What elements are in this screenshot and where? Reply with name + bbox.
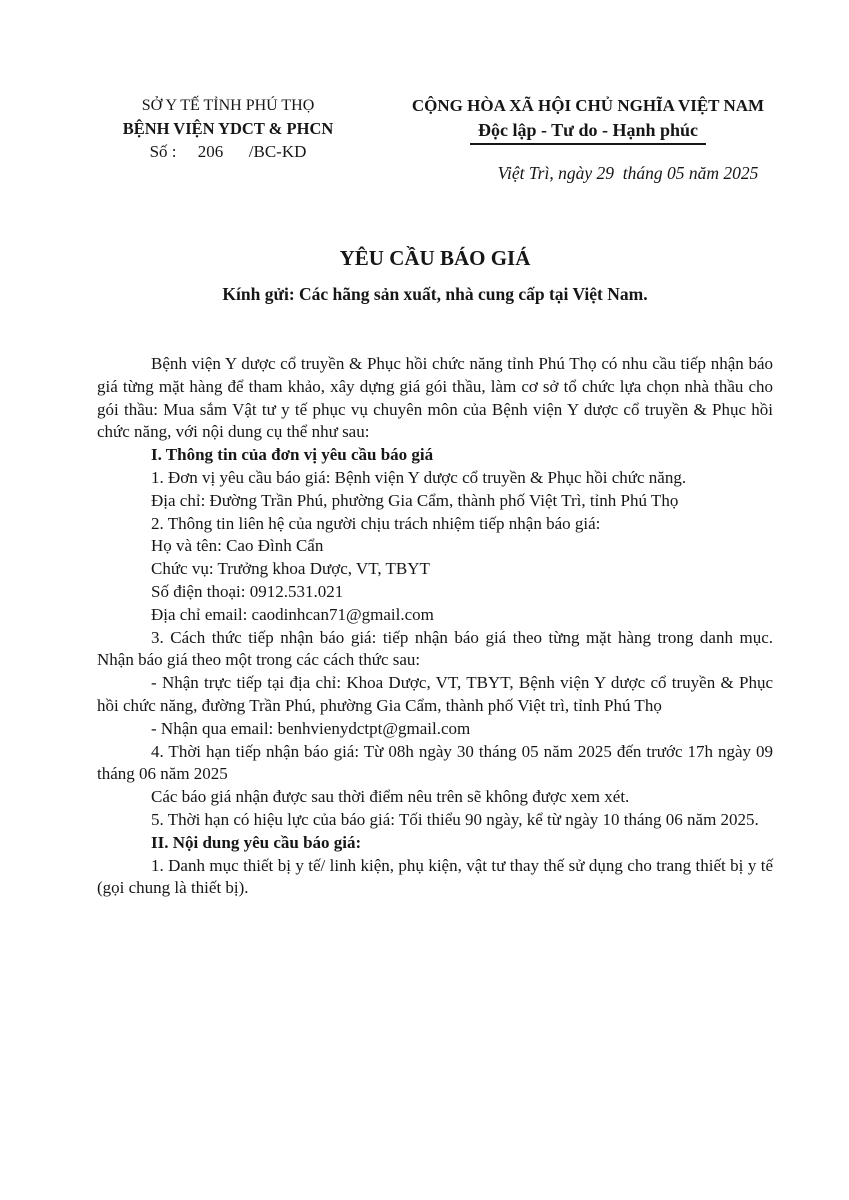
- item-danh-muc-thiet-bi: 1. Danh mục thiết bị y tế/ linh kiện, phụ kiện, vật tư thay thế sử dụng cho trang thiết bị y tế (gọi chung là thiết bị).: [97, 855, 773, 898]
- section-heading-2: II. Nội dung yêu cầu báo giá:: [151, 832, 362, 852]
- place-and-date: Việt Trì, ngày 29 tháng 05 năm 2025: [497, 163, 759, 183]
- line-email: Địa chỉ email: caodinhcan71@gmail.com: [151, 604, 434, 624]
- issuing-org-block: [78, 94, 378, 185]
- item-lien-he: 2. Thông tin liên hệ của người chịu trách nhiệm tiếp nhận báo giá:: [151, 513, 601, 533]
- section-heading-1: I. Thông tin của đơn vị yêu cầu báo giá: [151, 445, 434, 465]
- national-title: CỘNG HÒA XÃ HỘI CHỦ NGHĨA VIỆT NAM: [411, 96, 765, 115]
- line-luu-y-xem-xet: Các báo giá nhận được sau thời điểm nêu trên sẽ không được xem xét.: [151, 787, 630, 807]
- document-header: [0, 0, 849, 185]
- paragraph-intro: Bệnh viện Y dược cổ truyền & Phục hồi chức năng tỉnh Phú Thọ có nhu cầu tiếp nhận báo giá từng mặt hàng để tham khảo, xây dựng giá gói thầu, làm cơ sở tổ chức lựa chọn nhà thầu cho gói thầu: Mua sắm Vật tư y tế phục vụ chuyên môn của Bệnh viện Y dược cổ truyền & Phục hồi chức năng, với nội dung cụ thể như sau:: [97, 354, 773, 442]
- item-hieu-luc-bao-gia: 5. Thời hạn có hiệu lực của báo giá: Tối thiểu 90 ngày, kể từ ngày 10 tháng 06 năm 2025.: [151, 809, 759, 829]
- document-recipient: Kính gửi: Các hãng sản xuất, nhà cung cấp tại Việt Nam.: [222, 284, 648, 304]
- line-ho-ten: Họ và tên: Cao Đình Cẩn: [151, 536, 324, 556]
- item-don-vi: 1. Đơn vị yêu cầu báo giá: Bệnh viện Y dược cổ truyền & Phục hồi chức năng.: [151, 467, 687, 487]
- org-hospital-name: BỆNH VIỆN YDCT & PHCN: [122, 119, 334, 138]
- document-content: [97, 244, 773, 900]
- line-chuc-vu: Chức vụ: Trưởng khoa Dược, VT, TBYT: [151, 559, 430, 579]
- line-nhan-qua-email: - Nhận qua email: benhvienydctpt@gmail.com: [151, 718, 471, 738]
- national-motto: Độc lập - Tư do - Hạnh phúc: [470, 119, 706, 145]
- document-body: [97, 353, 773, 900]
- national-motto-wrap: [388, 119, 788, 145]
- item-thoi-han-tiep-nhan: 4. Thời hạn tiếp nhận báo giá: Từ 08h ngày 30 tháng 05 năm 2025 đến trước 17h ngày 09 tháng 06 năm 2025: [97, 741, 773, 784]
- document-number: Số : 206 /BC-KD: [149, 142, 307, 161]
- item-cach-thuc: 3. Cách thức tiếp nhận báo giá: tiếp nhận báo giá theo từng mặt hàng trong danh mục. Nhận báo giá theo một trong các cách thức sau:: [97, 627, 773, 670]
- line-nhan-truc-tiep: - Nhận trực tiếp tại địa chỉ: Khoa Dược, VT, TBYT, Bệnh viện Y dược cổ truyền & Phục hồi chức năng, đường Trần Phú, phường Gia Cẩm, thành phố Việt trì, tỉnh Phú Thọ: [97, 673, 773, 715]
- national-heading-block: [388, 94, 788, 185]
- org-department: SỞ Y TẾ TỈNH PHÚ THỌ: [141, 97, 315, 114]
- item-dia-chi: Địa chỉ: Đường Trần Phú, phường Gia Cẩm, thành phố Việt Trì, tỉnh Phú Thọ: [151, 490, 679, 510]
- document-title: YÊU CẦU BÁO GIÁ: [339, 246, 531, 270]
- line-dien-thoai: Số điện thoại: 0912.531.021: [151, 581, 344, 601]
